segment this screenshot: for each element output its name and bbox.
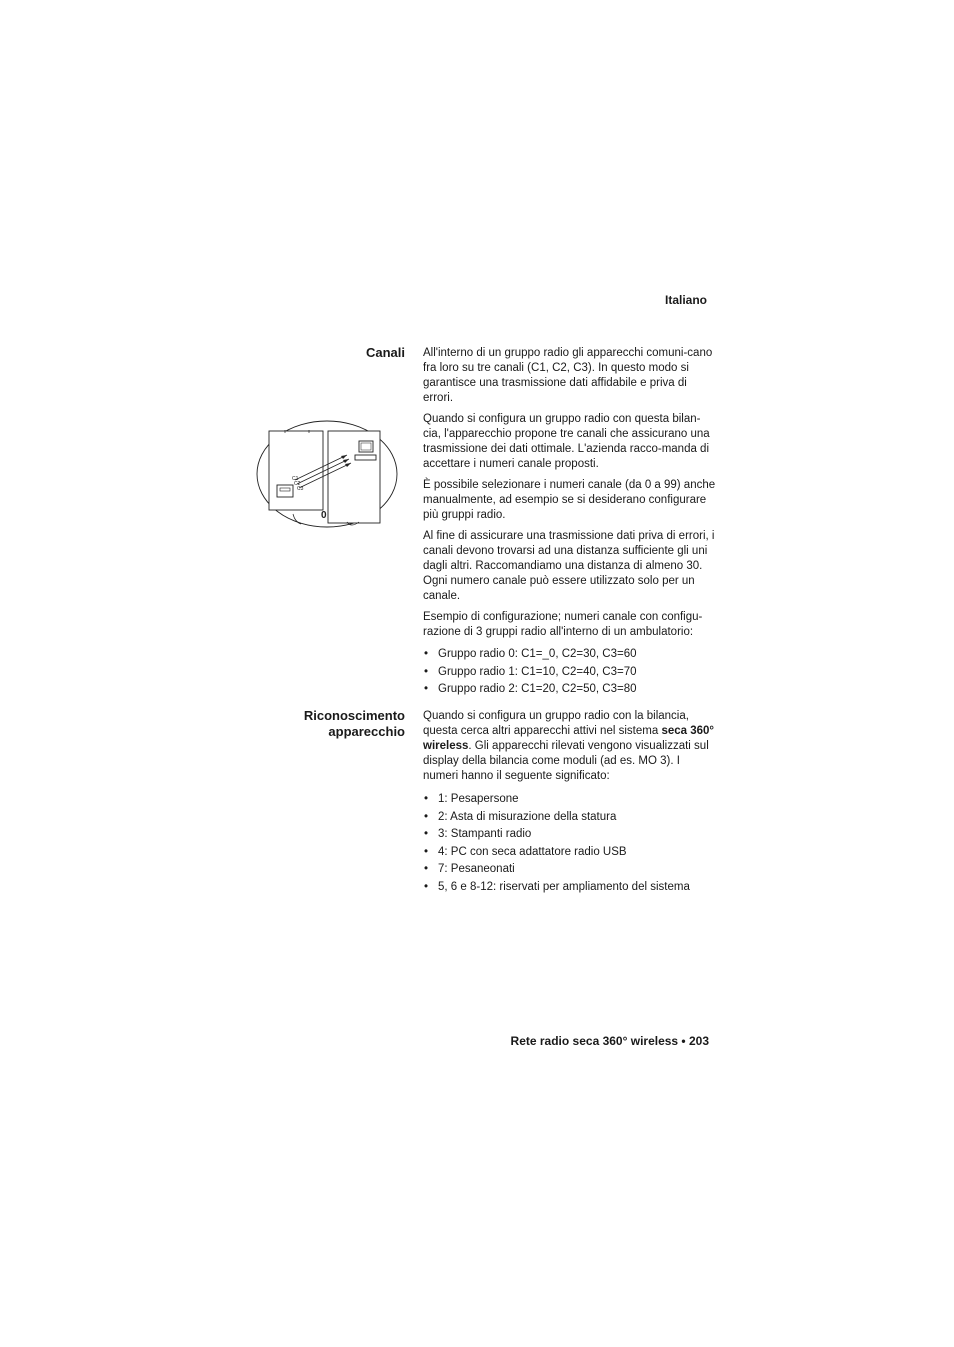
list-item: • 1: Pesapersone: [423, 792, 718, 807]
pc-keyboard: [355, 455, 376, 460]
list-item: • 7: Pesaneonati: [423, 862, 718, 877]
section-body-riconoscimento: [423, 709, 718, 898]
paragraph: All'interno di un gruppo radio gli apparecchi comuni-cano fra loro su tre canali (C1, C2, C3). In questo modo si garantisce una trasmissione dati affidabile e priva di errori.: [423, 347, 713, 404]
list-item: • Gruppo radio 2: C1=20, C2=50, C3=80: [423, 682, 718, 697]
section-heading-riconoscimento: [250, 708, 405, 740]
paragraph: Quando si configura un gruppo radio con questa bilan-cia, l'apparecchio propone tre canali che assicurano una trasmissione dei dati ottimale. L'azienda racco-manda di accettare i numeri canale proposti.: [423, 413, 710, 470]
heading-line: apparecchio: [328, 724, 405, 739]
product-name: seca 360° wireless: [423, 725, 715, 752]
language-label: Italiano: [664, 293, 707, 307]
intro-text: Quando si configura un gruppo radio con la bilancia, questa cerca altri apparecchi attivi nel sistema: [423, 710, 689, 737]
paragraph: Esempio di configurazione; numeri canale con configu-razione di 3 gruppi radio all'interno di un ambulatorio:: [423, 611, 703, 638]
channel-label-c1: C1: [292, 476, 299, 482]
list-item: • 4: PC con seca adattatore radio USB: [423, 845, 718, 860]
channel-label-c3: C3: [297, 486, 304, 492]
group-number-label: 0: [321, 510, 327, 521]
paragraph: Al fine di assicurare una trasmissione dati priva di errori, i canali devono trovarsi ad una distanza sufficiente gli uni dagli altri. Raccomandiamo una distanza di almeno 30. Ogni numero canale può essere utilizzato solo per un canale.: [423, 530, 715, 602]
channel-example-list: [423, 647, 718, 697]
list-item: • 3: Stampanti radio: [423, 827, 718, 842]
heading-line: Riconoscimento: [303, 708, 405, 723]
module-list: [423, 792, 718, 895]
list-item: • Gruppo radio 1: C1=10, C2=40, C3=70: [423, 665, 718, 680]
list-item: • 5, 6 e 8-12: riservati per ampliamento del sistema: [423, 880, 718, 895]
radio-group-diagram: [255, 418, 400, 533]
list-item: • Gruppo radio 0: C1=_0, C2=30, C3=60: [423, 647, 718, 662]
intro-text: . Gli apparecchi rilevati vengono visualizzati sul display della bilancia come moduli (ad es. MO 3). I numeri hanno il seguente significato:: [423, 740, 709, 782]
paragraph: È possibile selezionare i numeri canale (da 0 a 99) anche manualmente, ad esempio se si desiderano configurare più gruppi radio.: [423, 479, 716, 521]
section-heading-canali: Canali: [365, 345, 405, 360]
page-footer: Rete radio seca 360° wireless • 203: [510, 1034, 709, 1048]
section-body-canali: [423, 346, 718, 700]
paragraph: [423, 709, 718, 784]
list-item: • 2: Asta di misurazione della statura: [423, 810, 718, 825]
channel-label-c2: C2: [294, 481, 301, 487]
